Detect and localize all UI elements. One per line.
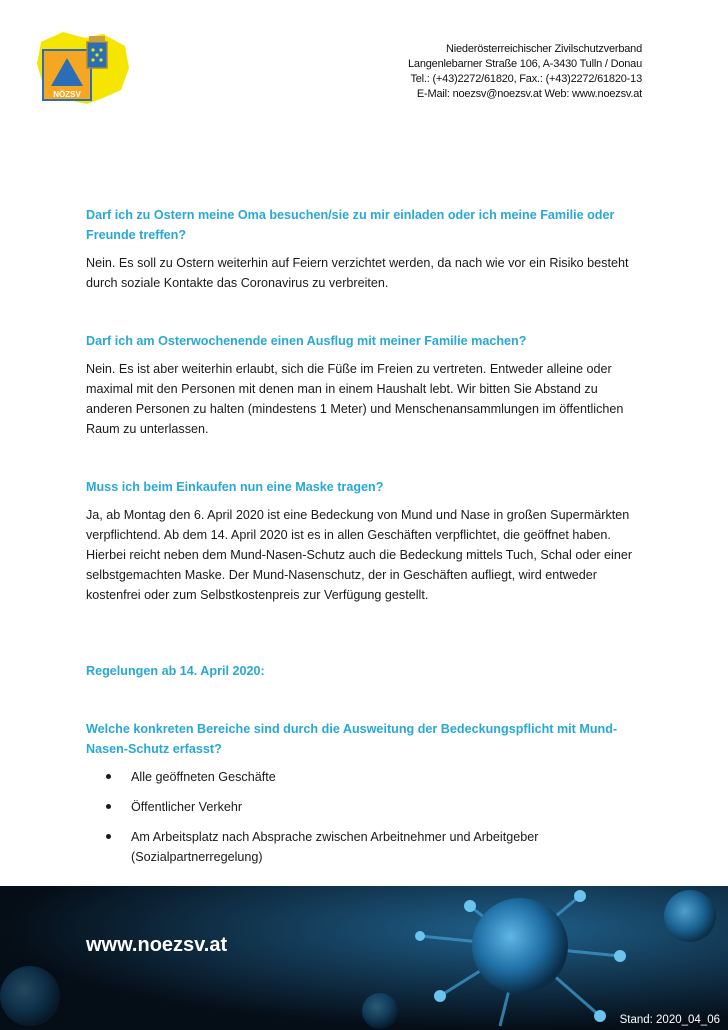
org-contact-block [408, 42, 642, 102]
list-item: Alle geöffneten Geschäfte [86, 767, 646, 787]
org-email-web: E-Mail: noezsv@noezsv.at Web: www.noezsv.at [416, 88, 642, 100]
question-2: Darf ich am Osterwochenende einen Ausflug mit meiner Familie machen? [86, 334, 527, 348]
org-name: Niederösterreichischer Zivilschutzverband [446, 43, 642, 55]
question-3: Muss ich beim Einkaufen nun eine Maske tragen? [86, 480, 384, 494]
footer-url: www.noezsv.at [86, 934, 228, 956]
noezsv-logo [33, 28, 133, 106]
bullet-icon [106, 774, 111, 779]
answer-1: Nein. Es soll zu Ostern weiterhin auf Feiern verzichtet werden, da nach wie vor ein Risiko besteht durch soziale Kontakte das Coronavirus zu verbreiten. [86, 256, 629, 290]
bullet-icon [106, 834, 111, 839]
list-item: Am Arbeitsplatz nach Absprache zwischen Arbeitnehmer und Arbeitgeber (Sozialpartnerregelung) [86, 827, 646, 867]
bullet-icon [106, 804, 111, 809]
regulation-heading: Regelungen ab 14. April 2020: [86, 664, 265, 678]
org-phone: Tel.: (+43)2272/61820, Fax.: (+43)2272/61820-13 [410, 73, 642, 85]
footer-banner [0, 886, 728, 1030]
logo-text: NÖZSV [53, 90, 81, 99]
virus-background-image [0, 886, 728, 1030]
bullet-list [86, 767, 646, 867]
question-5: Welche konkreten Bereiche sind durch die Ausweitung der Bedeckungspflicht mit Mund-Nasen-Schutz erfasst? [86, 722, 618, 756]
list-item: Öffentlicher Verkehr [86, 797, 646, 817]
answer-2: Nein. Es ist aber weiterhin erlaubt, sich die Füße im Freien zu vertreten. Entweder alleine oder maximal mit den Personen mit denen man in einem Haushalt lebt. Wir bitten Sie Abstand zu anderen Personen zu halten (mindestens 1 Meter) und Menschenansammlungen im öffentlichen Raum zu unterlassen. [86, 362, 624, 436]
answer-3: Ja, ab Montag den 6. April 2020 ist eine Bedeckung von Mund und Nase in großen Supermärkten verpflichtend. Ab dem 14. April 2020 ist es in allen Geschäften verpflichtet, die geöffnet haben. Hierbei reicht neben dem Mund-Nasen-Schutz auch die Bedeckung mittels Tuch, Schal oder einer selbstgemachten Maske. Der Mund-Nasenschutz, der in Geschäften aufliegt, wird entweder kostenfrei oder zum Selbstkostenpreis zur Verfügung gestellt. [86, 508, 633, 602]
footer-stand-date: Stand: 2020_04_06 [619, 1014, 720, 1026]
org-address: Langenlebarner Straße 106, A-3430 Tulln / Donau [408, 58, 642, 70]
question-1: Darf ich zu Ostern meine Oma besuchen/sie zu mir einladen oder ich meine Familie oder Freunde treffen? [86, 208, 615, 242]
